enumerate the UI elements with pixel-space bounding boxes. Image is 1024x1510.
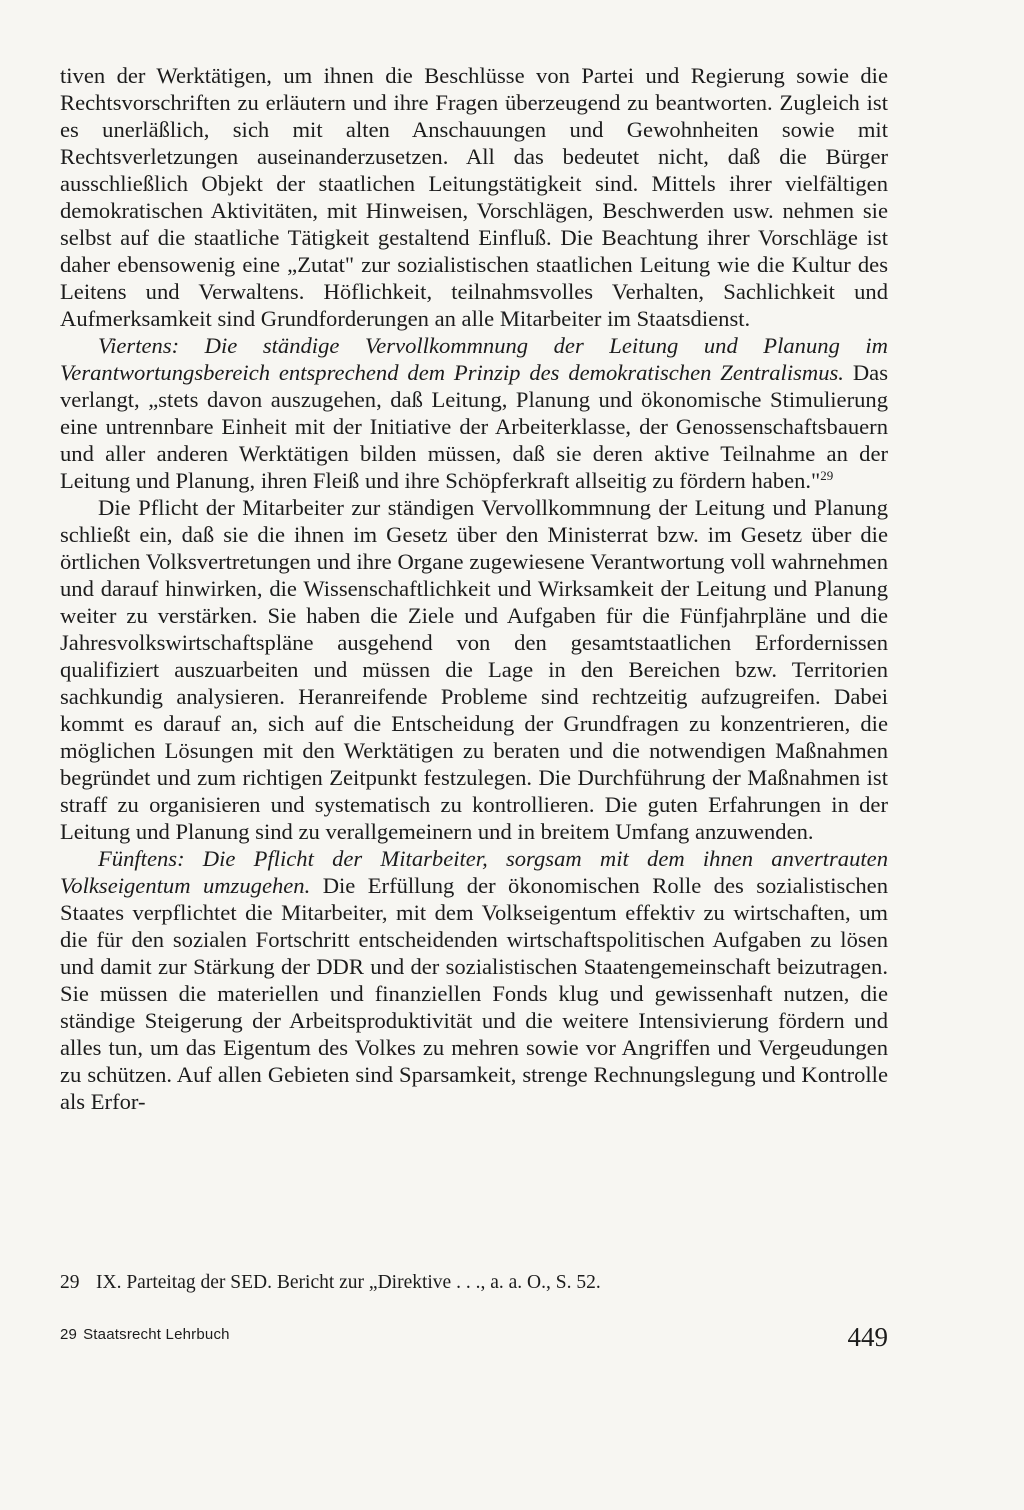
printer-signature	[60, 1326, 230, 1343]
paragraph-viertens	[60, 332, 888, 494]
page-number: 449	[847, 1322, 888, 1352]
paragraph-3: Die Pflicht der Mitarbeiter zur ständigen Vervollkommnung der Leitung und Planung schließt ein, daß sie die ihnen im Gesetz über den Ministerrat bzw. im Gesetz über die örtlichen Volksvertretungen und ihre Organe zugewiesene Verantwortung voll wahrnehmen und darauf hinwirken, die Wissenschaftlichkeit und Wirksamkeit der Leitung und Planung weiter zu verstärken. Sie haben die Ziele und Aufgaben für die Fünfjahrpläne und die Jahresvolkswirtschaftspläne ausgehend von den gesamtstaatlichen Erfordernissen qualifiziert auszuarbeiten und müssen die Lage in den Bereichen bzw. Territorien sachkundig analysieren. Heranreifende Probleme sind rechtzeitig aufzugreifen. Dabei kommt es darauf an, sich auf die Entscheidung der Grundfragen zu konzentrieren, die möglichen Lösungen mit den Werktätigen zu beraten und die notwendigen Maßnahmen begründet und zum richtigen Zeitpunkt festzulegen. Die Durchführung der Maßnahmen ist straff zu organisieren und systematisch zu kontrollieren. Die guten Erfahrungen in der Leitung und Planung sind zu verallgemeinern und in breitem Umfang anzuwenden.	[60, 495, 888, 844]
paragraph-fuenftens-heading: Fünftens: Die Pflicht der Mitarbeiter, sorgsam mit dem ihnen anvertrauten Volkseigentum umzugehen.	[60, 846, 888, 898]
paragraph-viertens-heading: Viertens: Die ständige Vervollkommnung der Leitung und Planung im Verantwortungsbereich entsprechend dem Prinzip des demokratischen Zentralismus.	[60, 333, 888, 385]
paragraph-1: tiven der Werktätigen, um ihnen die Beschlüsse von Partei und Regierung sowie die Rechtsvorschriften zu erläutern und ihre Fragen überzeugend zu beantworten. Zugleich ist es unerläßlich, sich mit alten Anschauungen und Gewohnheiten sowie mit Rechtsverletzungen auseinanderzusetzen. All das bedeutet nicht, daß die Bürger ausschließlich Objekt der staatlichen Leitungstätigkeit sind. Mittels ihrer vielfältigen demokratischen Aktivitäten, mit Hinweisen, Vorschlägen, Beschwerden usw. nehmen sie selbst auf die staatliche Tätigkeit gestaltend Einfluß. Die Beachtung ihrer Vorschläge ist daher ebensowenig eine „Zutat" zur sozialistischen staatlichen Leitung wie die Kultur des Leitens und Verwaltens. Höflichkeit, teilnahmsvolles Verhalten, Sachlichkeit und Aufmerksamkeit sind Grundforderungen an alle Mitarbeiter im Staatsdienst.	[60, 63, 888, 331]
footnote-reference: 29	[820, 468, 834, 483]
paragraph-viertens-text: Das verlangt, „stets davon auszugehen, daß Leitung, Planung und ökonomische Stimulierung eine untrennbare Einheit mit der Initiative der Arbeiterklasse, der Genossenschaftsbauern und aller anderen Werktätigen bilden müssen, daß sie deren aktive Teilnahme an der Leitung und Planung, ihren Fleiß und ihre Schöpferkraft allseitig zu fördern haben."	[60, 360, 888, 493]
footnote-text: IX. Parteitag der SED. Bericht zur „Direktive . . ., a. a. O., S. 52.	[96, 1272, 601, 1293]
body-text	[60, 62, 888, 1115]
footnote-number: 29	[60, 1272, 80, 1293]
signature-number: 29	[60, 1326, 78, 1343]
signature-title: Staatsrecht Lehrbuch	[83, 1326, 230, 1343]
footnote	[60, 1270, 888, 1296]
paragraph-fuenftens-text: Die Erfüllung der ökonomischen Rolle des sozialistischen Staates verpflichtet die Mitarbeiter, mit dem Volkseigentum effektiv zu wirtschaften, um die für den sozialen Fortschritt entscheidenden wirtschaftspolitischen Aufgaben zu lösen und damit zur Stärkung der DDR und der sozialistischen Staatengemeinschaft beizutragen. Sie müssen die materiellen und finanziellen Fonds klug und gewissenhaft nutzen, die ständige Steigerung der Arbeitsproduktivität und die weitere Intensivierung fördern und alles tun, um das Eigentum des Volkes zu mehren sowie vor Angriffen und Vergeudungen zu schützen. Auf allen Gebieten sind Sparsamkeit, strenge Rechnungslegung und Kontrolle als Erfor-	[60, 873, 888, 1114]
paragraph-fuenftens	[60, 845, 888, 1115]
